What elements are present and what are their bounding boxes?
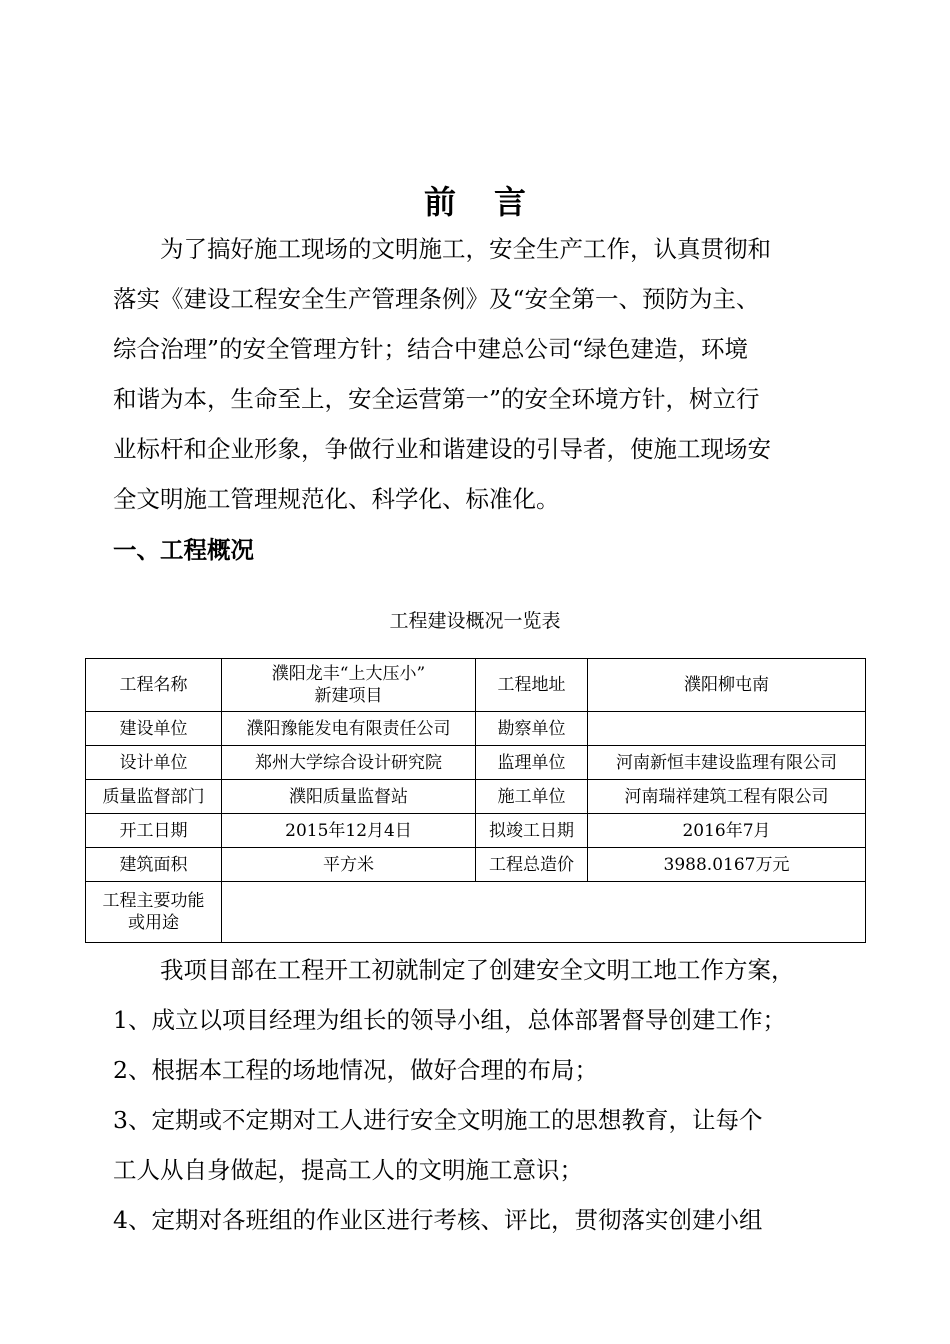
address-value: 濮阳柳屯南 (588, 659, 866, 712)
supervision-value: 河南新恒丰建设监理有限公司 (588, 746, 866, 780)
construction-value: 河南瑞祥建筑工程有限公司 (588, 780, 866, 814)
cost-value: 3988.0167万元 (588, 848, 866, 882)
paragraph-line: 3、定期或不定期对工人进行安全文明施工的思想教育，让每个 (113, 1106, 763, 1134)
project-name-line: 新建项目 (314, 686, 383, 706)
table-row (86, 882, 866, 943)
table-row (86, 814, 866, 848)
table-row (86, 780, 866, 814)
supervision-label: 监理单位 (476, 746, 588, 780)
paragraph-line: 和谐为本，生命至上，安全运营第一”的安全环境方针，树立行 (113, 385, 760, 413)
project-overview-table (85, 658, 866, 943)
design-value: 郑州大学综合设计研究院 (222, 746, 476, 780)
survey-value (588, 712, 866, 746)
address-label: 工程地址 (476, 659, 588, 712)
paragraph-line: 4、定期对各班组的作业区进行考核、评比，贯彻落实创建小组 (113, 1206, 763, 1234)
design-label: 设计单位 (86, 746, 222, 780)
body-paragraph (113, 945, 853, 1245)
builder-label: 建设单位 (86, 712, 222, 746)
table-row (86, 848, 866, 882)
paragraph-line: 我项目部在工程开工初就制定了创建安全文明工地工作方案， (113, 956, 795, 984)
quality-label: 质量监督部门 (86, 780, 222, 814)
paragraph-line: 1、成立以项目经理为组长的领导小组，总体部署督导创建工作； (113, 1006, 786, 1034)
paragraph-line: 2、根据本工程的场地情况，做好合理的布局； (113, 1056, 598, 1084)
survey-label: 勘察单位 (476, 712, 588, 746)
quality-value: 濮阳质量监督站 (222, 780, 476, 814)
paragraph-line: 落实《建设工程安全生产管理条例》及“安全第一、预防为主、 (113, 285, 760, 313)
paragraph-line: 综合治理”的安全管理方针；结合中建总公司“绿色建造，环境 (113, 335, 749, 363)
paragraph-line: 业标杆和企业形象，争做行业和谐建设的引导者，使施工现场安 (113, 435, 771, 463)
function-value (222, 882, 866, 943)
page-title: 前言 (423, 183, 564, 221)
project-name-line: 濮阳龙丰“上大压小” (271, 664, 426, 684)
table-row (86, 659, 866, 712)
area-value: 平方米 (222, 848, 476, 882)
start-date-value: 2015年12月4日 (222, 814, 476, 848)
finish-date-value: 2016年7月 (588, 814, 866, 848)
start-date-label: 开工日期 (86, 814, 222, 848)
function-label-line: 或用途 (128, 913, 179, 933)
table-caption: 工程建设概况一览表 (389, 610, 561, 632)
project-name-label: 工程名称 (86, 659, 222, 712)
builder-value: 濮阳豫能发电有限责任公司 (222, 712, 476, 746)
finish-date-label: 拟竣工日期 (476, 814, 588, 848)
project-name-value (222, 659, 476, 712)
table-row (86, 746, 866, 780)
function-label-line: 工程主要功能 (102, 891, 205, 911)
paragraph-line: 工人从自身做起，提高工人的文明施工意识； (113, 1156, 583, 1184)
construction-label: 施工单位 (476, 780, 588, 814)
paragraph-line: 为了搞好施工现场的文明施工，安全生产工作，认真贯彻和 (113, 235, 771, 263)
cost-label: 工程总造价 (476, 848, 588, 882)
table-row (86, 712, 866, 746)
paragraph-line: 全文明施工管理规范化、科学化、标准化。 (113, 485, 560, 513)
section-heading: 一、工程概况 (113, 536, 254, 564)
intro-paragraph (113, 224, 853, 524)
function-label (86, 882, 222, 943)
area-label: 建筑面积 (86, 848, 222, 882)
